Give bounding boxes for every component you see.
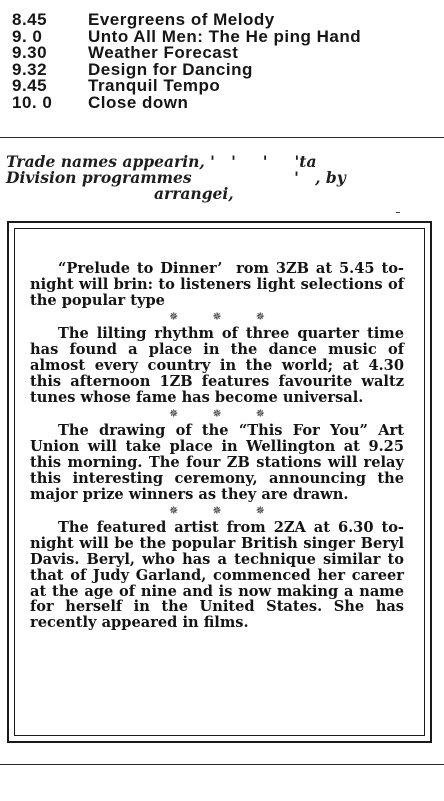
star-separator	[30, 502, 404, 520]
schedule-row	[12, 92, 432, 112]
trade-note-line: Division programmes ' , by	[6, 168, 346, 187]
schedule-time: 9.45	[12, 76, 48, 96]
notes-paragraph: The drawing of the “This For You” Art Union will take place in Wellington at 9.25 this morning. The four ZB stations will relay this interesting ceremony, announcing the major prize winners as they are drawn.	[30, 422, 404, 503]
star-ornament-icon: ✵	[212, 504, 222, 518]
notes-paragraph: The featured artist from 2ZA at 6.30 to-night will be the popular British singer Beryl Davis. Beryl, who has a technique similar to that of Judy Garland, commenced her career at the age of nine and is now making a name for herself in the United States. She has recently appeared in films.	[30, 519, 404, 632]
schedule-time: 9.30	[12, 43, 48, 63]
star-separator	[30, 405, 404, 423]
schedule-title: Tranquil Tempo	[88, 76, 221, 96]
notes-paragraph: The lilting rhythm of three quarter time has found a place in the dance music of almost every country in the world; at 4.30 this afternoon 1ZB features favourite waltz tunes whose fame has become universal.	[30, 325, 404, 406]
schedule-row	[12, 78, 432, 95]
schedule-time: 8.45	[12, 10, 48, 29]
trade-note-line: arrangei,	[154, 184, 234, 203]
schedule-title: Close down	[88, 92, 189, 112]
star-ornament-icon: ✵	[212, 310, 222, 324]
schedule-title: Weather Forecast	[88, 43, 239, 63]
schedule-time: 10. 0	[12, 92, 53, 112]
schedule-title: Evergreens of Melody	[88, 10, 275, 29]
star-ornament-icon: ✵	[169, 407, 179, 421]
star-ornament-icon: ✵	[169, 310, 179, 324]
trade-names-note	[6, 154, 438, 202]
star-ornament-icon: ✵	[255, 504, 265, 518]
schedule-title: Unto All Men: The He ping Hand	[88, 26, 362, 46]
trade-note-line: Trade names appearin, ' ' ' 'ta	[6, 152, 317, 171]
star-separator	[30, 308, 404, 326]
bottom-divider	[0, 764, 444, 765]
program-schedule	[12, 12, 432, 112]
star-ornament-icon: ✵	[212, 407, 222, 421]
section-divider	[0, 137, 444, 138]
schedule-row	[12, 59, 432, 79]
print-mark	[396, 212, 400, 213]
notes-paragraph: “Prelude to Dinner’ rom 3ZB at 5.45 to-night will brin: to listeners light selections of the popular type	[30, 260, 404, 309]
star-ornament-icon: ✵	[255, 310, 265, 324]
notes-box-content	[30, 261, 404, 631]
schedule-time: 9.32	[12, 59, 48, 79]
schedule-title: Design for Dancing	[88, 59, 253, 79]
star-ornament-icon: ✵	[255, 407, 265, 421]
star-ornament-icon: ✵	[169, 504, 179, 518]
schedule-time: 9. 0	[12, 26, 43, 46]
